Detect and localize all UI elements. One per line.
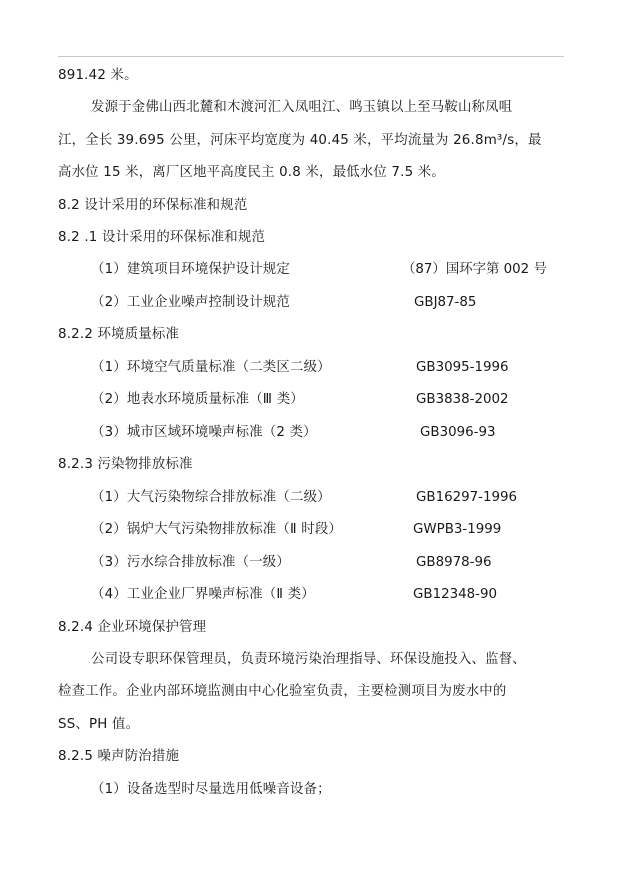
section-heading-8-2-2: 8.2.2 环境质量标准 — [58, 327, 180, 342]
section-heading-8-2-1: 8.2 .1 设计采用的环保标准和规范 — [58, 230, 266, 245]
header-rule — [58, 56, 564, 57]
paragraph-line: 江，全长 39.695 公里，河床平均宽度为 40.45 米，平均流量为 26.8m³/s，最 — [58, 133, 542, 148]
standard-item-code: GB12348-90 — [413, 587, 498, 602]
standard-item-code: （87）国环字第 002 号 — [402, 262, 547, 277]
section-heading-8-2-5: 8.2.5 噪声防治措施 — [58, 749, 180, 764]
standard-item-code: GWPB3-1999 — [413, 522, 502, 537]
standard-item-label: （1）建筑项目环境保护设计规定 — [91, 262, 290, 277]
section-heading-8-2-4: 8.2.4 企业环境保护管理 — [58, 620, 207, 635]
standard-item-label: （3）城市区域环境噪声标准（2 类） — [91, 425, 317, 440]
standard-item-label: （1）环境空气质量标准（二类区二级） — [91, 360, 331, 375]
standard-item-code: GB16297-1996 — [416, 490, 518, 505]
paragraph-line: 发源于金佛山西北麓和木渡河汇入凤咀江、鸣玉镇以上至马鞍山称凤咀 — [91, 100, 513, 115]
section-heading-8-2-3: 8.2.3 污染物排放标准 — [58, 457, 193, 472]
standard-item-label: （4）工业企业厂界噪声标准（Ⅱ 类） — [91, 587, 315, 602]
paragraph-line: 公司设专职环保管理员，负责环境污染治理指导、环保设施投入、监督、 — [91, 652, 526, 667]
standard-item-label: （2）地表水环境质量标准（Ⅲ 类） — [91, 392, 304, 407]
text-line: 891.42 米。 — [58, 68, 138, 83]
standard-item-code: GB3095-1996 — [416, 360, 509, 375]
standard-item-label: （2）工业企业噪声控制设计规范 — [91, 295, 290, 310]
paragraph-line: 高水位 15 米，离厂区地平高度民主 0.8 米，最低水位 7.5 米。 — [58, 165, 445, 180]
paragraph-line: 检查工作。企业内部环境监测由中心化验室负责，主要检测项目为废水中的 — [58, 684, 507, 699]
section-heading-8-2: 8.2 设计采用的环保标准和规范 — [58, 198, 248, 213]
paragraph-line: SS、PH 值。 — [58, 717, 140, 732]
standard-item-code: GB3838-2002 — [416, 392, 509, 407]
standard-item-label: （3）污水综合排放标准（一级） — [91, 555, 290, 570]
measure-item: （1）设备选型时尽量选用低噪音设备； — [91, 782, 331, 797]
standard-item-label: （2）锅炉大气污染物排放标准（Ⅱ 时段） — [91, 522, 343, 537]
standard-item-code: GBJ87-85 — [414, 295, 477, 310]
standard-item-code: GB3096-93 — [420, 425, 496, 440]
standard-item-label: （1）大气污染物综合排放标准（二级） — [91, 490, 331, 505]
standard-item-code: GB8978-96 — [416, 555, 492, 570]
